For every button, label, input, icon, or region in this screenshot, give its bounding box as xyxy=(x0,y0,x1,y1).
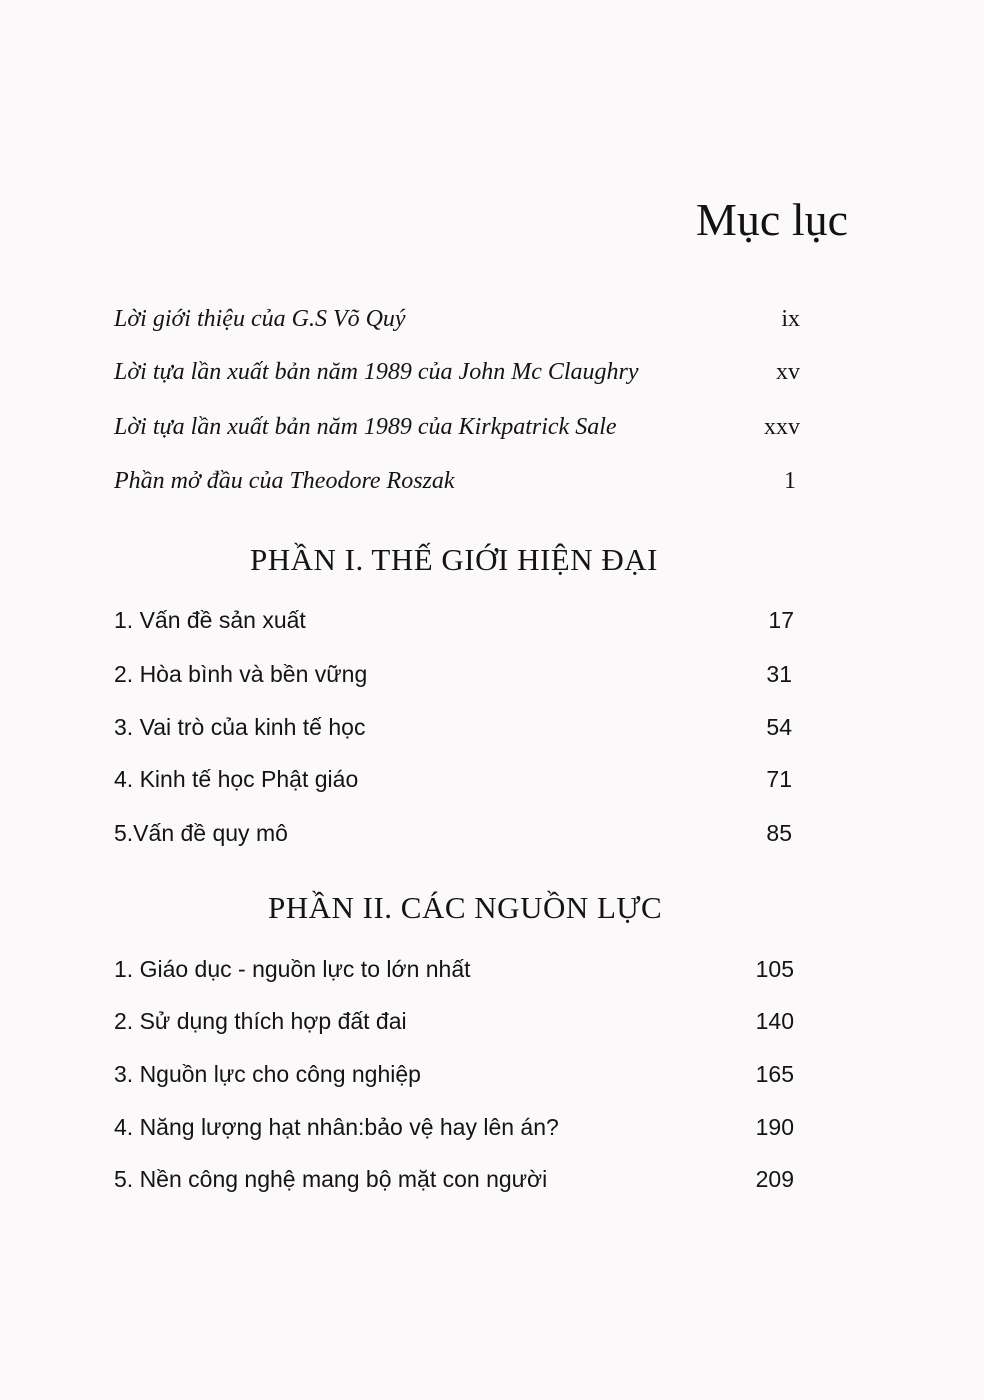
toc-entry-label: 4. Năng lượng hạt nhân:bảo vệ hay lên án? xyxy=(114,1114,559,1140)
toc-entry-label: 2. Sử dụng thích hợp đất đai xyxy=(114,1008,407,1034)
toc-entry-label: Phần mở đầu của Theodore Roszak xyxy=(114,468,455,494)
toc-entry[interactable] xyxy=(114,657,792,691)
toc-entry-page: 140 xyxy=(755,1008,794,1034)
toc-entry-page: 54 xyxy=(766,714,792,740)
toc-entry-page: ix xyxy=(781,306,800,332)
toc-entry-page: 17 xyxy=(768,607,794,633)
toc-entry-label: 3. Nguồn lực cho công nghiệp xyxy=(114,1061,421,1087)
toc-entry-page: xv xyxy=(776,359,800,385)
toc-entry-page: 31 xyxy=(766,661,792,687)
toc-entry[interactable] xyxy=(114,464,796,498)
toc-entry-label: Lời tựa lần xuất bản năm 1989 của John Mc Claughry xyxy=(114,359,639,385)
toc-entry[interactable] xyxy=(114,410,800,444)
toc-entry[interactable] xyxy=(114,355,800,389)
toc-entry[interactable] xyxy=(114,302,800,336)
toc-entry[interactable] xyxy=(114,1162,794,1196)
toc-entry-page: xxv xyxy=(764,414,800,440)
toc-entry-page: 71 xyxy=(766,766,792,792)
page-title: Mục lục xyxy=(696,194,849,245)
toc-entry-label: Lời giới thiệu của G.S Võ Quý xyxy=(114,306,406,332)
toc-entry-page: 165 xyxy=(755,1061,794,1087)
toc-entry-label: 5. Nền công nghệ mang bộ mặt con người xyxy=(114,1166,548,1192)
toc-entry-page: 85 xyxy=(766,820,792,846)
toc-entry[interactable] xyxy=(114,952,794,986)
toc-entry[interactable] xyxy=(114,1004,794,1038)
toc-entry-label: 5.Vấn đề quy mô xyxy=(114,820,288,846)
toc-entry-label: 3. Vai trò của kinh tế học xyxy=(114,714,366,740)
toc-entry-label: 4. Kinh tế học Phật giáo xyxy=(114,766,359,792)
toc-entry-page: 190 xyxy=(755,1114,794,1140)
toc-entry[interactable] xyxy=(114,1057,794,1091)
part-heading-2: PHẦN II. CÁC NGUỒN LỰC xyxy=(268,890,663,925)
toc-entry-page: 105 xyxy=(755,956,794,982)
part-heading-1: PHẦN I. THẾ GIỚI HIỆN ĐẠI xyxy=(250,542,658,577)
toc-entry[interactable] xyxy=(114,710,792,744)
toc-entry-label: 1. Giáo dục - nguồn lực to lớn nhất xyxy=(114,956,471,982)
toc-entry[interactable] xyxy=(114,816,792,850)
toc-entry-page: 1 xyxy=(784,468,796,494)
toc-entry[interactable] xyxy=(114,603,794,637)
toc-entry-page: 209 xyxy=(755,1166,794,1192)
toc-entry-label: Lời tựa lần xuất bản năm 1989 của Kirkpatrick Sale xyxy=(114,414,617,440)
toc-entry-label: 1. Vấn đề sản xuất xyxy=(114,607,306,633)
toc-entry[interactable] xyxy=(114,762,792,796)
toc-entry[interactable] xyxy=(114,1110,794,1144)
toc-entry-label: 2. Hòa bình và bền vững xyxy=(114,661,368,687)
